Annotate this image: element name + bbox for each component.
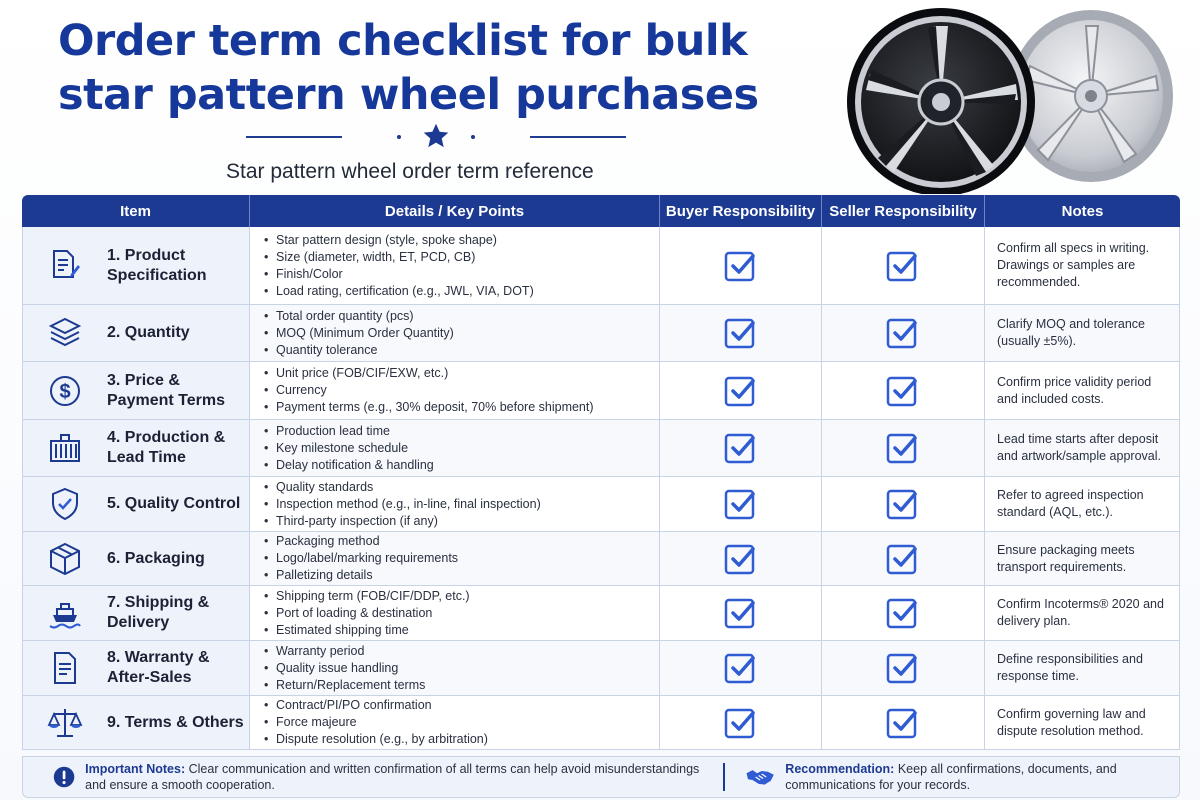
buyer-checkbox-icon <box>724 431 758 465</box>
seller-cell <box>822 586 985 640</box>
header-notes: Notes <box>1061 202 1104 220</box>
seller-cell <box>822 362 985 419</box>
seller-checkbox-icon <box>886 651 920 685</box>
buyer-checkbox-icon <box>724 374 758 408</box>
page-title <box>58 14 818 122</box>
detail-point: • Finish/Color <box>264 266 534 283</box>
header-buyer: Buyer Responsibility <box>660 195 822 227</box>
detail-point: • Contract/PI/PO confirmation <box>264 697 488 714</box>
important-text: Clear communication and written confirmation of all terms can help avoid misunderstandings and ensure a smooth cooperation. <box>85 762 700 792</box>
item-label: 5. Quality Control <box>107 495 241 512</box>
detail-point: • Payment terms (e.g., 30% deposit, 70% before shipment) <box>264 399 594 416</box>
table-body <box>22 227 1180 750</box>
notes-cell: Confirm Incoterms® 2020 and delivery plan. <box>985 586 1180 640</box>
seller-cell <box>822 696 985 749</box>
subtitle: Star pattern wheel order term reference <box>226 160 594 183</box>
detail-point: • Currency <box>264 382 594 399</box>
footer <box>22 756 1180 798</box>
detail-point: • Quality standards <box>264 479 541 496</box>
dollar-coin-icon <box>23 371 107 411</box>
document-edit-icon <box>23 246 107 286</box>
buyer-checkbox-icon <box>724 706 758 740</box>
seller-cell <box>822 477 985 531</box>
buyer-cell <box>660 227 822 304</box>
detail-point: • Palletizing details <box>264 567 458 584</box>
buyer-checkbox-icon <box>724 542 758 576</box>
star-icon <box>422 122 450 150</box>
detail-point: • Key milestone schedule <box>264 440 434 457</box>
buyer-checkbox-icon <box>724 596 758 630</box>
item-cell <box>22 227 250 304</box>
buyer-cell <box>660 305 822 361</box>
black-wheel <box>847 8 1035 194</box>
detail-point: • Logo/label/marking requirements <box>264 550 458 567</box>
item-cell <box>22 420 250 476</box>
ship-icon <box>23 593 107 633</box>
detail-point: • Delay notification & handling <box>264 457 434 474</box>
divider-line-left <box>246 136 342 138</box>
table-row <box>22 477 1180 532</box>
item-cell <box>22 305 250 361</box>
details-cell <box>250 586 660 640</box>
table-row <box>22 420 1180 477</box>
item-cell <box>22 586 250 640</box>
header <box>0 0 1200 192</box>
important-notes <box>23 761 723 793</box>
notes-cell: Clarify MOQ and tolerance (usually ±5%). <box>985 305 1180 361</box>
table-row <box>22 586 1180 641</box>
buyer-cell <box>660 532 822 585</box>
table-header <box>22 195 1180 227</box>
table-row <box>22 305 1180 362</box>
detail-point: • Port of loading & destination <box>264 605 470 622</box>
recommend-label: Recommendation: <box>785 762 895 776</box>
notes-cell: Define responsibilities and response time. <box>985 641 1180 695</box>
details-cell <box>250 477 660 531</box>
title-line-1: Order term checklist for bulk <box>58 16 748 66</box>
seller-cell <box>822 532 985 585</box>
detail-point: • Third-party inspection (if any) <box>264 513 541 530</box>
details-cell <box>250 641 660 695</box>
buyer-cell <box>660 641 822 695</box>
header-item: Item <box>22 195 250 227</box>
detail-point: • Production lead time <box>264 423 434 440</box>
important-text-block <box>75 761 723 793</box>
buyer-cell <box>660 362 822 419</box>
detail-point: • Quantity tolerance <box>264 342 454 359</box>
detail-point: • Load rating, certification (e.g., JWL, VIA, DOT) <box>264 283 534 300</box>
svg-text:$: $ <box>59 380 71 403</box>
header-seller: Seller Responsibility <box>822 195 985 227</box>
seller-checkbox-icon <box>886 431 920 465</box>
item-cell <box>22 532 250 585</box>
item-label: 4. Production & Lead Time <box>107 429 226 466</box>
notes-cell: Ensure packaging meets transport requirements. <box>985 532 1180 585</box>
table-row <box>22 362 1180 420</box>
divider-dot-left <box>397 135 401 139</box>
recommendation <box>723 763 1179 791</box>
detail-point: • Quality issue handling <box>264 660 425 677</box>
scales-icon <box>23 703 107 743</box>
buyer-checkbox-icon <box>724 316 758 350</box>
item-label: 9. Terms & Others <box>107 713 244 731</box>
seller-checkbox-icon <box>886 316 920 350</box>
seller-cell <box>822 641 985 695</box>
item-cell <box>22 696 250 749</box>
detail-point: • Dispute resolution (e.g., by arbitration) <box>264 731 488 748</box>
item-cell <box>22 477 250 531</box>
buyer-cell <box>660 586 822 640</box>
item-cell <box>22 362 250 419</box>
document-list-icon <box>23 648 107 688</box>
layers-icon <box>23 313 107 353</box>
buyer-checkbox-icon <box>724 249 758 283</box>
detail-point: • Estimated shipping time <box>264 622 470 639</box>
handshake-icon <box>745 764 775 790</box>
wheels-image <box>836 4 1186 194</box>
details-cell <box>250 362 660 419</box>
item-label: 6. Packaging <box>107 549 205 567</box>
details-cell <box>250 420 660 476</box>
buyer-checkbox-icon <box>724 487 758 521</box>
seller-cell <box>822 420 985 476</box>
details-cell <box>250 696 660 749</box>
detail-point: • Warranty period <box>264 643 425 660</box>
table-row <box>22 227 1180 305</box>
detail-point: • Unit price (FOB/CIF/EXW, etc.) <box>264 365 594 382</box>
item-label: 7. Shipping & Delivery <box>107 594 210 631</box>
factory-icon <box>23 428 107 468</box>
detail-point: • Star pattern design (style, spoke shape) <box>264 232 534 249</box>
divider-dot-right <box>471 135 475 139</box>
title-divider <box>246 124 626 150</box>
buyer-checkbox-icon <box>724 651 758 685</box>
table-row <box>22 696 1180 750</box>
notes-cell: Confirm price validity period and included costs. <box>985 362 1180 419</box>
item-cell <box>22 641 250 695</box>
title-line-2: star pattern wheel purchases <box>58 70 759 120</box>
details-cell <box>250 532 660 585</box>
recommend-text-block <box>775 761 1179 793</box>
notes-cell: Refer to agreed inspection standard (AQL, etc.). <box>985 477 1180 531</box>
notes-cell: Confirm governing law and dispute resolution method. <box>985 696 1180 749</box>
detail-point: • Total order quantity (pcs) <box>264 308 454 325</box>
item-label: 2. Quantity <box>107 324 190 341</box>
buyer-cell <box>660 477 822 531</box>
details-cell <box>250 227 660 304</box>
seller-checkbox-icon <box>886 542 920 576</box>
detail-point: • Inspection method (e.g., in-line, final inspection) <box>264 496 541 513</box>
seller-checkbox-icon <box>886 374 920 408</box>
buyer-cell <box>660 696 822 749</box>
buyer-cell <box>660 420 822 476</box>
seller-checkbox-icon <box>886 596 920 630</box>
item-label: 1. Product Specification <box>107 246 207 284</box>
recommend-text: Keep all confirmations, documents, and communications for your records. <box>785 762 1117 792</box>
header-details: Details / Key Points <box>250 195 660 227</box>
table-row <box>22 641 1180 696</box>
exclamation-icon <box>53 763 75 791</box>
detail-point: • MOQ (Minimum Order Quantity) <box>264 325 454 342</box>
seller-checkbox-icon <box>886 249 920 283</box>
detail-point: • Force majeure <box>264 714 488 731</box>
seller-cell <box>822 305 985 361</box>
seller-checkbox-icon <box>886 487 920 521</box>
notes-cell: Confirm all specs in writing. Drawings or samples are recommended. <box>985 227 1180 304</box>
item-label: 8. Warranty & After-Sales <box>107 649 210 686</box>
divider-line-right <box>530 136 626 138</box>
detail-point: • Size (diameter, width, ET, PCD, CB) <box>264 249 534 266</box>
table-row <box>22 532 1180 586</box>
seller-checkbox-icon <box>886 706 920 740</box>
item-label: 3. Price & Payment Terms <box>107 371 225 409</box>
seller-cell <box>822 227 985 304</box>
shield-check-icon <box>23 484 107 524</box>
notes-cell: Lead time starts after deposit and artwork/sample approval. <box>985 420 1180 476</box>
important-label: Important Notes: <box>85 762 186 776</box>
detail-point: • Packaging method <box>264 533 458 550</box>
details-cell <box>250 305 660 361</box>
box-icon <box>23 539 107 579</box>
checklist-table <box>22 195 1180 750</box>
detail-point: • Return/Replacement terms <box>264 677 425 694</box>
detail-point: • Shipping term (FOB/CIF/DDP, etc.) <box>264 588 470 605</box>
